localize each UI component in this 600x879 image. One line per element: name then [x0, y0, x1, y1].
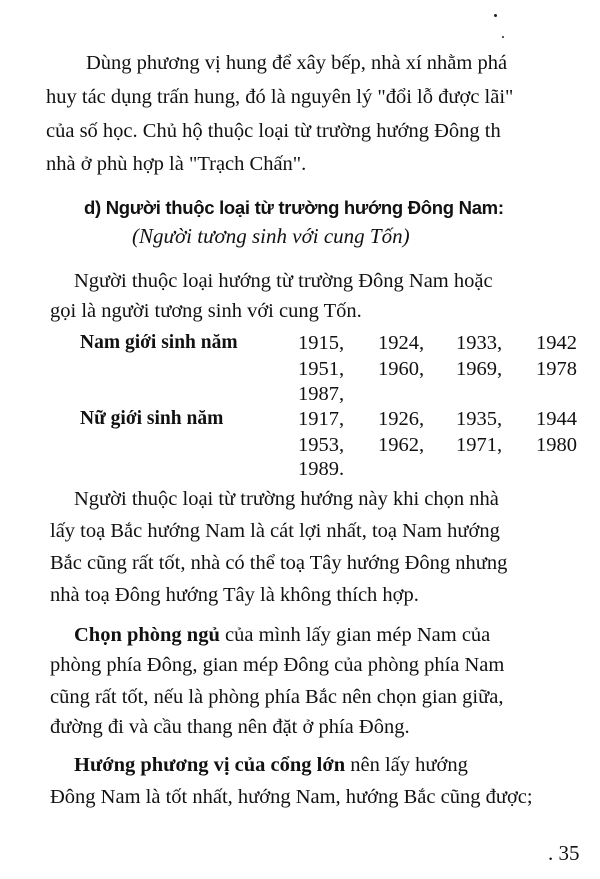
male-years-label: Nam giới sinh năm: [80, 332, 238, 353]
year-value: 1962,: [378, 434, 425, 456]
year-value: 1933,: [456, 332, 503, 354]
year-value: 1951,: [298, 358, 345, 380]
year-value: 1978: [536, 358, 577, 380]
paragraph-5-lead: Hướng phương vị của cổng lớn: [74, 754, 346, 776]
paragraph-3-line-3: Bắc cũng rất tốt, nhà có thể toạ Tây hướng Đông nhưng: [50, 552, 508, 574]
year-value: 1915,: [298, 332, 345, 354]
section-subheading: (Người tương sinh với cung Tốn): [132, 224, 410, 248]
section-heading: d) Người thuộc loại từ trường hướng Đông Nam:: [84, 197, 504, 218]
paragraph-4-lead: Chọn phòng ngủ: [74, 624, 220, 646]
paragraph-3-line-2: lấy toạ Bắc hướng Nam là cát lợi nhất, toạ Nam hướng: [50, 520, 500, 542]
paragraph-4-line-3: cũng rất tốt, nếu là phòng phía Bắc nên chọn gian giữa,: [50, 686, 504, 708]
paragraph-1-line-3: của số học. Chủ hộ thuộc loại từ trường hướng Đông th: [46, 120, 501, 142]
year-value: 1917,: [298, 408, 345, 430]
paragraph-3-line-4: nhà toạ Đông hướng Tây là không thích hợp.: [50, 584, 419, 606]
year-value: 1953,: [298, 434, 345, 456]
year-value: 1960,: [378, 358, 425, 380]
year-value: 1942: [536, 332, 577, 354]
paragraph-1-line-2: huy tác dụng trấn hung, đó là nguyên lý "đổi lỗ được lãi": [46, 86, 514, 108]
year-value: 1944: [536, 408, 577, 430]
paragraph-5-line-2: Đông Nam là tốt nhất, hướng Nam, hướng Bắc cũng được;: [50, 786, 533, 808]
year-value: 1924,: [378, 332, 425, 354]
paragraph-1-line-1: Dùng phương vị hung để xây bếp, nhà xí nhằm phá: [86, 52, 508, 74]
year-value: 1969,: [456, 358, 503, 380]
paragraph-2-line-2: gọi là người tương sinh với cung Tốn.: [50, 300, 362, 322]
year-value: 1989.: [298, 458, 345, 480]
paragraph-2-line-1: Người thuộc loại hướng từ trường Đông Nam hoặc: [74, 270, 493, 292]
year-value: 1935,: [456, 408, 503, 430]
paragraph-4-line-4: đường đi và cầu thang nên đặt ở phía Đông.: [50, 716, 410, 738]
page-number: . 35: [548, 841, 580, 865]
year-value: 1980: [536, 434, 577, 456]
female-years-label: Nữ giới sinh năm: [80, 408, 224, 429]
paragraph-5-line-1-rest: nên lấy hướng: [345, 754, 468, 776]
paragraph-4-line-2: phòng phía Đông, gian mép Đông của phòng phía Nam: [50, 654, 505, 676]
year-value: 1926,: [378, 408, 425, 430]
paragraph-4-line-1: [74, 622, 490, 648]
paragraph-3-line-1: Người thuộc loại từ trường hướng này khi chọn nhà: [74, 488, 499, 510]
year-value: 1987,: [298, 383, 345, 405]
scan-speck: [494, 14, 497, 17]
year-value: 1971,: [456, 434, 503, 456]
paragraph-1-line-4: nhà ở phù hợp là "Trạch Chấn".: [46, 153, 307, 175]
paragraph-5-line-1: [74, 752, 468, 778]
scan-speck: [502, 36, 504, 38]
paragraph-4-line-1-rest: của mình lấy gian mép Nam của: [219, 624, 491, 646]
